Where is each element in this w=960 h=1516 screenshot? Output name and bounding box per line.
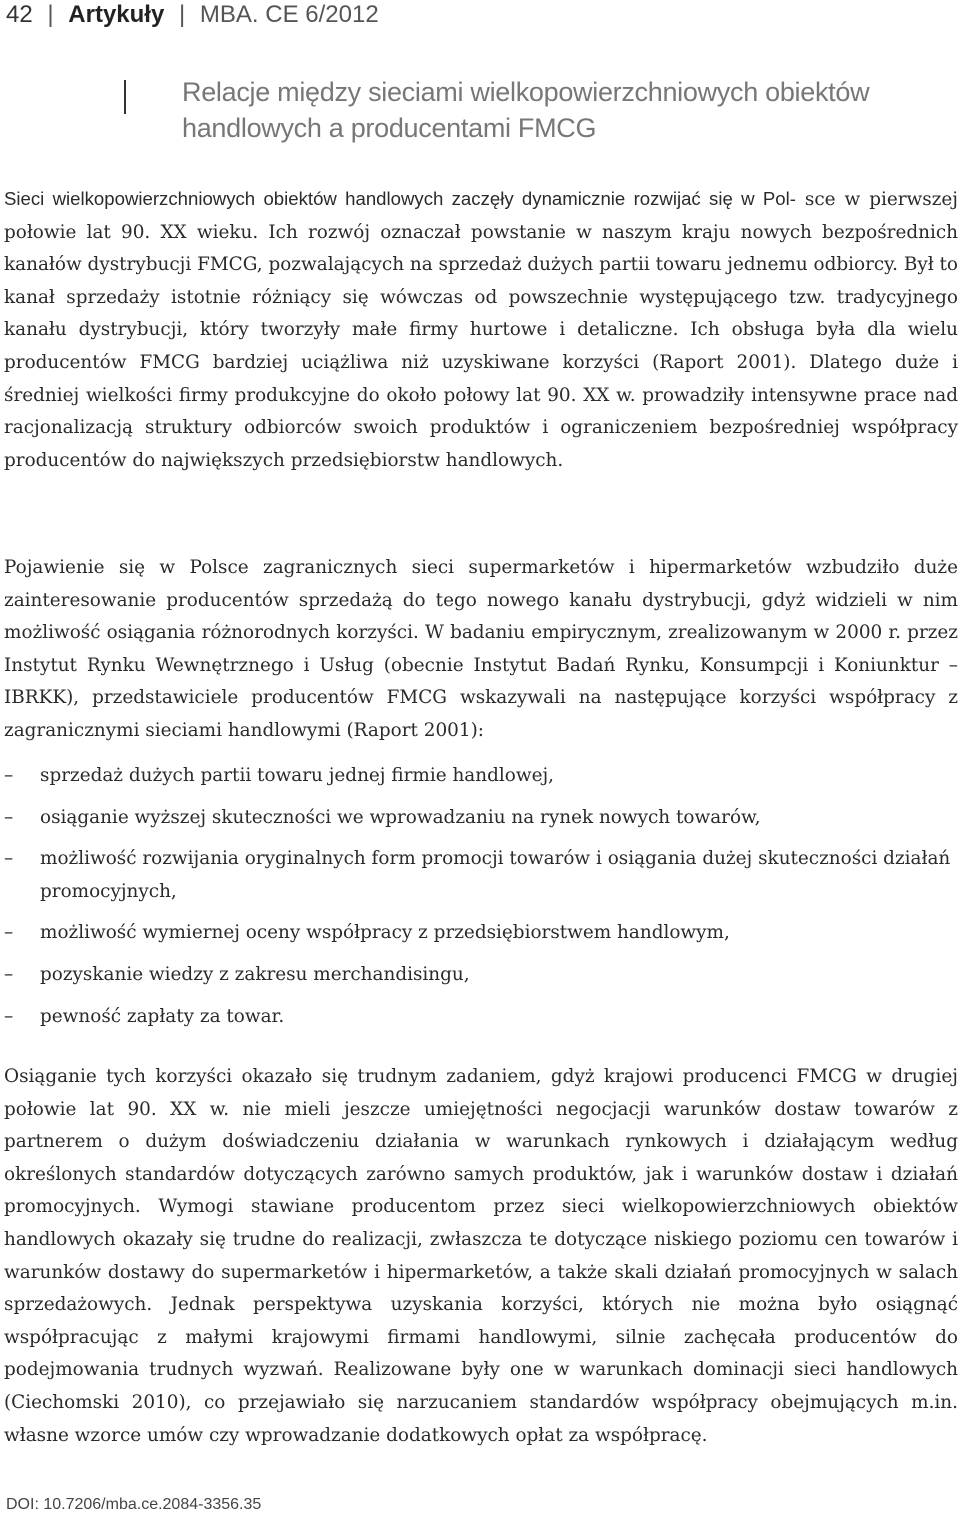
- header-separator: |: [179, 1, 186, 28]
- title-rule: [124, 80, 126, 114]
- list-item-text: pewność zapłaty za towar.: [40, 1005, 285, 1027]
- list-dash: –: [4, 848, 14, 870]
- list-item-text: możliwość rozwijania oryginalnych form promocji towarów i osiągania dużej skuteczności działań promocyjnych,: [40, 848, 951, 902]
- list-item: [4, 843, 958, 908]
- header-separator: |: [47, 1, 54, 28]
- doi[interactable]: DOI: 10.7206/mba.ce.2084-3356.35: [6, 1496, 262, 1513]
- list-item: [4, 760, 958, 793]
- paragraph-2: Pojawienie się w Polsce zagranicznych sieci supermarketów i hipermarketów wzbudziło duże zainteresowanie producentów sprzedażą do tego nowego kanału dystrybucji, gdyż widzieli w nim możliwość osiągania różnorodnych korzyści. W badaniu empirycznym, zrealizowanym w 2000 r. przez Instytut Rynku Wewnętrznego i Usług (obecnie Instytut Badań Rynku, Konsumpcji i Koniunktur – IBRKK), przedstawiciele producentów FMCG wskazywali na następujące korzyści współpracy z zagranicznymi sieciami handlowymi (Raport 2001):: [4, 557, 958, 741]
- list-dash: –: [4, 806, 14, 828]
- list-dash: –: [4, 1005, 14, 1027]
- paragraph-1-lead: Sieci wielkopowierzchniowych obiektów handlowych zaczęły dynamicznie rozwijać się w Pol-: [4, 188, 796, 209]
- list-item: [4, 959, 958, 992]
- benefits-list: [4, 760, 958, 1042]
- journal-issue: MBA. CE 6/2012: [199, 1, 379, 28]
- paragraph-3: Osiąganie tych korzyści okazało się trudnym zadaniem, gdyż krajowi producenci FMCG w drugiej połowie lat 90. XX w. nie mieli jeszcze umiejętności negocjacji warunków dostaw towarów z partnerem o dużym doświadczeniu działania w warunkach rynkowych i działającym według określonych standardów dotyczących zarówno samych produktów, jak i warunków dostaw i działań promocyjnych. Wymogi stawiane producentom przez sieci wielkopowierzchniowych obiektów handlowych okazały się trudne do realizacji, zwłaszcza te dotyczące niskiego poziomu cen towarów i warunków dostawy do supermarketów i hipermarketów, a także skali działań promocyjnych w salach sprzedażowych. Jednak perspektywa uzyskania korzyści, których nie można było osiągnąć współpracując z małymi krajowymi firmami handlowymi, silnie zachęcała producentów do podejmowania trudnych wyzwań. Realizowane były one w warunkach dominacji sieci handlowych (Ciechomski 2010), co przejawiało się narzucaniem standardów współpracy obejmujących m.in. własne wzorce umów czy wprowadzanie dodatkowych opłat za współpracę.: [4, 1066, 958, 1446]
- list-item-text: możliwość wymiernej oceny współpracy z przedsiębiorstwem handlowym,: [40, 922, 730, 944]
- section-name: Artykuły: [68, 1, 165, 28]
- paragraph-1-body: sce w pierwszej połowie lat 90. XX wieku. Ich rozwój oznaczał powstanie w naszym kraju nowych bezpośrednich kanałów dystrybucji FMCG, pozwalających na sprzedaż dużych partii towaru jednemu odbiorcy. Był to kanał sprzedaży istotnie różniący się wówczas od powszechnie występującego tzw. tradycyjnego kanału dystrybucji, który tworzyły małe firmy hurtowe i detaliczne. Ich obsługa była dla wielu producentów FMCG bardziej uciążliwa niż uzyskiwane korzyści (Raport 2001). Dlatego duże i średniej wielkości firmy produkcyjne do około połowy lat 90. XX w. prowadziły intensywne prace nad racjonalizacją struktury odbiorców swoich produktów i ograniczeniem bezpośredniej współpracy producentów do największych przedsiębiorstw handlowych.: [4, 189, 958, 471]
- list-item: [4, 802, 958, 835]
- running-head: [6, 0, 379, 30]
- list-item-text: sprzedaż dużych partii towaru jednej firmie handlowej,: [40, 765, 555, 786]
- page-number: 42: [6, 1, 33, 28]
- list-dash: –: [4, 922, 14, 944]
- list-item-text: pozyskanie wiedzy z zakresu merchandisingu,: [40, 963, 470, 985]
- list-dash: –: [4, 963, 14, 985]
- article-title: Relacje między sieciami wielkopowierzchniowych obiektów handlowych a producentami FMCG: [182, 77, 870, 143]
- paragraph-1: [4, 183, 958, 477]
- list-item: [4, 917, 958, 950]
- list-dash: –: [4, 765, 14, 786]
- list-item-text: osiąganie wyższej skuteczności we wprowadzaniu na rynek nowych towarów,: [40, 806, 761, 828]
- list-item: [4, 1001, 958, 1034]
